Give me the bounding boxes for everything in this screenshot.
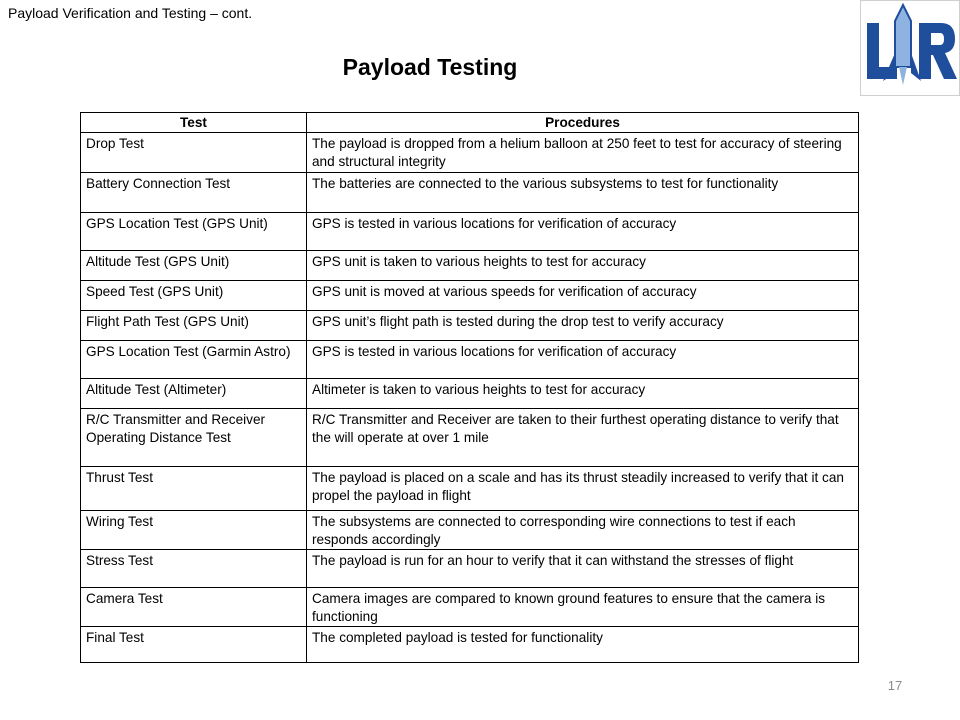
procedure-cell: The payload is placed on a scale and has its thrust steadily increased to verify that it can propel the payload in flight (307, 467, 859, 511)
test-name-cell: Speed Test (GPS Unit) (81, 281, 307, 311)
procedure-cell: Altimeter is taken to various heights to test for accuracy (307, 379, 859, 409)
page-title: Payload Testing (342, 54, 518, 80)
procedure-cell: GPS unit’s flight path is tested during the drop test to verify accuracy (307, 311, 859, 341)
table-row (81, 173, 859, 213)
test-name-cell: Final Test (81, 627, 307, 663)
test-name-cell: Flight Path Test (GPS Unit) (81, 311, 307, 341)
table-row (81, 467, 859, 511)
test-name-cell: Battery Connection Test (81, 173, 307, 213)
test-name-cell: GPS Location Test (GPS Unit) (81, 213, 307, 251)
procedure-cell: R/C Transmitter and Receiver are taken to their furthest operating distance to verify that the will operate at over 1 mile (307, 409, 859, 467)
procedure-cell: The subsystems are connected to corresponding wire connections to test if each responds accordingly (307, 511, 859, 550)
page-number: 17 (887, 678, 903, 693)
procedure-cell: GPS unit is taken to various heights to test for accuracy (307, 251, 859, 281)
table-row (81, 588, 859, 627)
column-header-test: Test (81, 113, 307, 133)
test-name-cell: Altitude Test (Altimeter) (81, 379, 307, 409)
table-row (81, 341, 859, 379)
rocket-logo-icon (861, 1, 959, 95)
test-name-cell: Altitude Test (GPS Unit) (81, 251, 307, 281)
test-name-cell: Stress Test (81, 550, 307, 588)
column-header-procedures: Procedures (307, 113, 859, 133)
table-row (81, 379, 859, 409)
test-name-cell: GPS Location Test (Garmin Astro) (81, 341, 307, 379)
test-name-cell: Drop Test (81, 133, 307, 173)
test-name-cell: Thrust Test (81, 467, 307, 511)
table-row (81, 409, 859, 467)
test-name-cell: Wiring Test (81, 511, 307, 550)
table-row (81, 133, 859, 173)
procedure-cell: Camera images are compared to known ground features to ensure that the camera is functioning (307, 588, 859, 627)
test-name-cell: R/C Transmitter and Receiver Operating Distance Test (81, 409, 307, 467)
table-row (81, 627, 859, 663)
table-row (81, 511, 859, 550)
table-row (81, 213, 859, 251)
table-row (81, 550, 859, 588)
procedure-cell: The payload is run for an hour to verify that it can withstand the stresses of flight (307, 550, 859, 588)
procedure-cell: GPS is tested in various locations for verification of accuracy (307, 213, 859, 251)
payload-testing-table (80, 112, 859, 663)
procedure-cell: The payload is dropped from a helium balloon at 250 feet to test for accuracy of steering and structural integrity (307, 133, 859, 173)
table-row (81, 251, 859, 281)
table-row (81, 311, 859, 341)
test-name-cell: Camera Test (81, 588, 307, 627)
section-title: Payload Verification and Testing – cont. (8, 5, 253, 21)
procedure-cell: GPS is tested in various locations for verification of accuracy (307, 341, 859, 379)
team-logo (860, 0, 960, 96)
table-header-row (81, 113, 859, 133)
procedure-cell: The batteries are connected to the various subsystems to test for functionality (307, 173, 859, 213)
procedure-cell: GPS unit is moved at various speeds for verification of accuracy (307, 281, 859, 311)
procedure-cell: The completed payload is tested for functionality (307, 627, 859, 663)
table-row (81, 281, 859, 311)
